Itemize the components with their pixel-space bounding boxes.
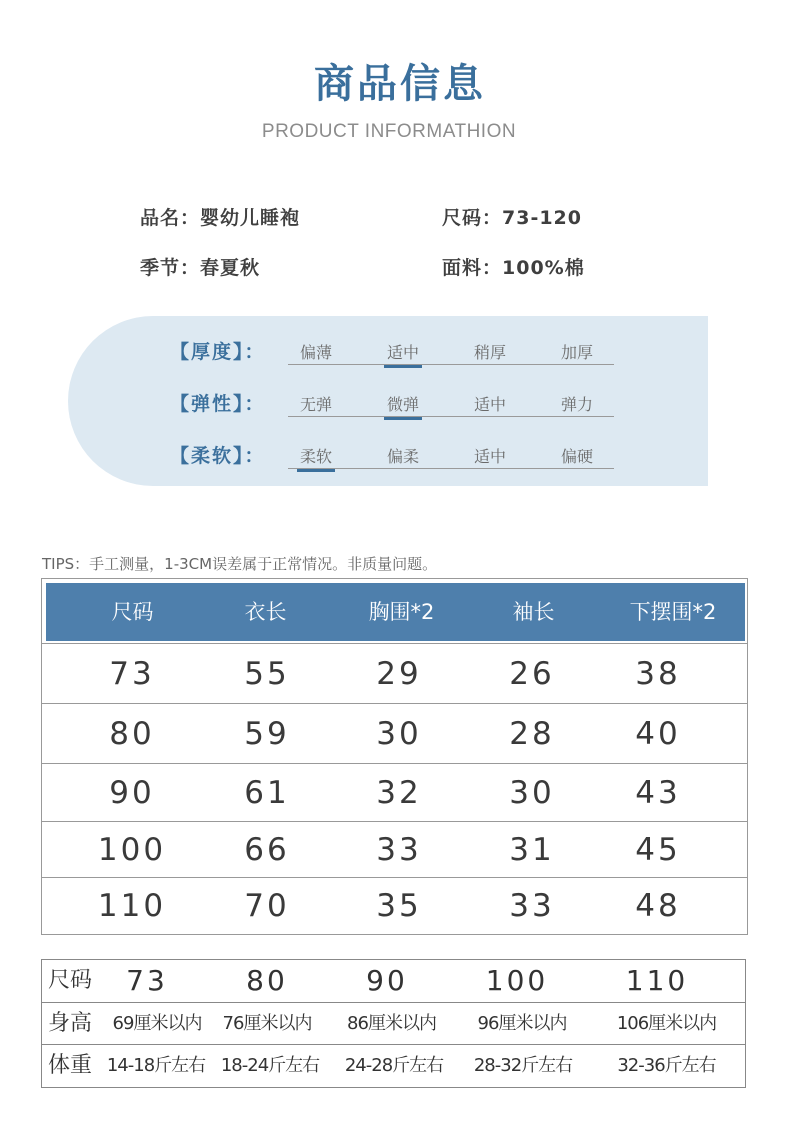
ref-row-label: 身高 bbox=[48, 1011, 93, 1036]
table-cell: 73 bbox=[109, 656, 155, 692]
table-cell: 28 bbox=[509, 716, 555, 752]
page-subtitle: PRODUCT INFORMATHION bbox=[261, 121, 517, 142]
ref-cell: 100 bbox=[485, 964, 549, 997]
size-reference-table bbox=[41, 959, 746, 1088]
feature-option: 无弹 bbox=[300, 395, 333, 414]
product-season: 季节：春夏秋 bbox=[140, 257, 261, 279]
header-sleeve: 袖长 bbox=[512, 600, 555, 624]
table-cell: 26 bbox=[509, 656, 555, 692]
ref-cell: 28-32斤左右 bbox=[473, 1055, 573, 1076]
table-row bbox=[42, 821, 747, 877]
size-table bbox=[41, 578, 748, 935]
ref-cell: 18-24斤左右 bbox=[220, 1055, 320, 1076]
feature-label: 【弹性】： bbox=[170, 393, 266, 415]
feature-option: 稍厚 bbox=[474, 343, 507, 362]
feature-option: 加厚 bbox=[561, 343, 594, 362]
table-cell: 32 bbox=[376, 775, 422, 811]
table-cell: 40 bbox=[635, 716, 681, 752]
feature-option: 适中 bbox=[474, 395, 507, 414]
table-cell: 55 bbox=[244, 656, 290, 692]
ref-cell: 86厘米以内 bbox=[347, 1013, 436, 1034]
feature-option: 偏硬 bbox=[561, 447, 594, 466]
measurement-tips: TIPS：手工测量，1-3CM误差属于正常情况。非质量问题。 bbox=[42, 555, 438, 573]
table-row bbox=[42, 643, 747, 703]
ref-row-size bbox=[42, 960, 745, 1002]
ref-cell: 80 bbox=[246, 964, 288, 997]
table-cell: 90 bbox=[109, 775, 155, 811]
feature-option: 偏薄 bbox=[300, 343, 333, 362]
table-cell: 100 bbox=[97, 832, 167, 868]
table-cell: 48 bbox=[635, 888, 681, 924]
table-cell: 33 bbox=[376, 832, 422, 868]
ref-row-label: 尺码 bbox=[48, 968, 93, 993]
header-hem: 下摆围*2 bbox=[629, 600, 717, 624]
product-size-range: 尺码：73-120 bbox=[442, 207, 582, 229]
header-chest: 胸围*2 bbox=[368, 600, 435, 624]
feature-divider bbox=[288, 364, 614, 365]
table-cell: 29 bbox=[376, 656, 422, 692]
ref-cell: 96厘米以内 bbox=[477, 1013, 567, 1034]
table-cell: 59 bbox=[244, 716, 290, 752]
ref-cell: 90 bbox=[366, 964, 408, 997]
feature-option: 弹力 bbox=[561, 395, 594, 414]
table-row bbox=[42, 877, 747, 934]
table-cell: 61 bbox=[244, 775, 290, 811]
page-title: 商品信息 bbox=[314, 61, 486, 107]
table-cell: 45 bbox=[635, 832, 681, 868]
table-cell: 43 bbox=[635, 775, 681, 811]
ref-cell: 106厘米以内 bbox=[616, 1013, 717, 1034]
feature-label: 【柔软】： bbox=[170, 445, 266, 467]
feature-divider bbox=[288, 416, 614, 417]
table-cell: 70 bbox=[244, 888, 290, 924]
feature-option-selected: 微弹 bbox=[387, 392, 419, 415]
ref-row-height bbox=[42, 1002, 745, 1044]
feature-option: 偏柔 bbox=[387, 447, 420, 466]
table-cell: 30 bbox=[376, 716, 422, 752]
feature-divider bbox=[288, 468, 614, 469]
product-fabric: 面料：100%棉 bbox=[442, 257, 585, 279]
ref-cell: 24-28斤左右 bbox=[344, 1055, 444, 1076]
ref-row-label: 体重 bbox=[48, 1053, 93, 1078]
ref-cell: 110 bbox=[625, 964, 689, 997]
table-cell: 30 bbox=[509, 775, 555, 811]
ref-cell: 32-36斤左右 bbox=[617, 1055, 716, 1076]
table-cell: 66 bbox=[244, 832, 290, 868]
product-name: 品名：婴幼儿睡袍 bbox=[140, 207, 301, 229]
table-cell: 35 bbox=[376, 888, 422, 924]
header-size: 尺码 bbox=[111, 600, 154, 624]
feature-option-selected: 柔软 bbox=[300, 444, 332, 467]
table-row bbox=[42, 703, 747, 763]
table-cell: 110 bbox=[97, 888, 167, 924]
table-row bbox=[42, 763, 747, 821]
ref-cell: 76厘米以内 bbox=[222, 1013, 312, 1034]
feature-option-selected: 适中 bbox=[387, 340, 419, 363]
table-cell: 80 bbox=[109, 716, 155, 752]
size-table-header bbox=[46, 583, 745, 641]
table-cell: 31 bbox=[509, 832, 555, 868]
ref-row-weight bbox=[42, 1044, 745, 1086]
header-length: 衣长 bbox=[244, 600, 287, 624]
table-cell: 38 bbox=[635, 656, 681, 692]
ref-cell: 69厘米以内 bbox=[112, 1013, 202, 1034]
ref-cell: 14-18斤左右 bbox=[106, 1055, 206, 1076]
feature-option: 适中 bbox=[474, 447, 507, 466]
ref-cell: 73 bbox=[126, 964, 168, 997]
feature-label: 【厚度】： bbox=[170, 341, 266, 363]
table-cell: 33 bbox=[509, 888, 555, 924]
